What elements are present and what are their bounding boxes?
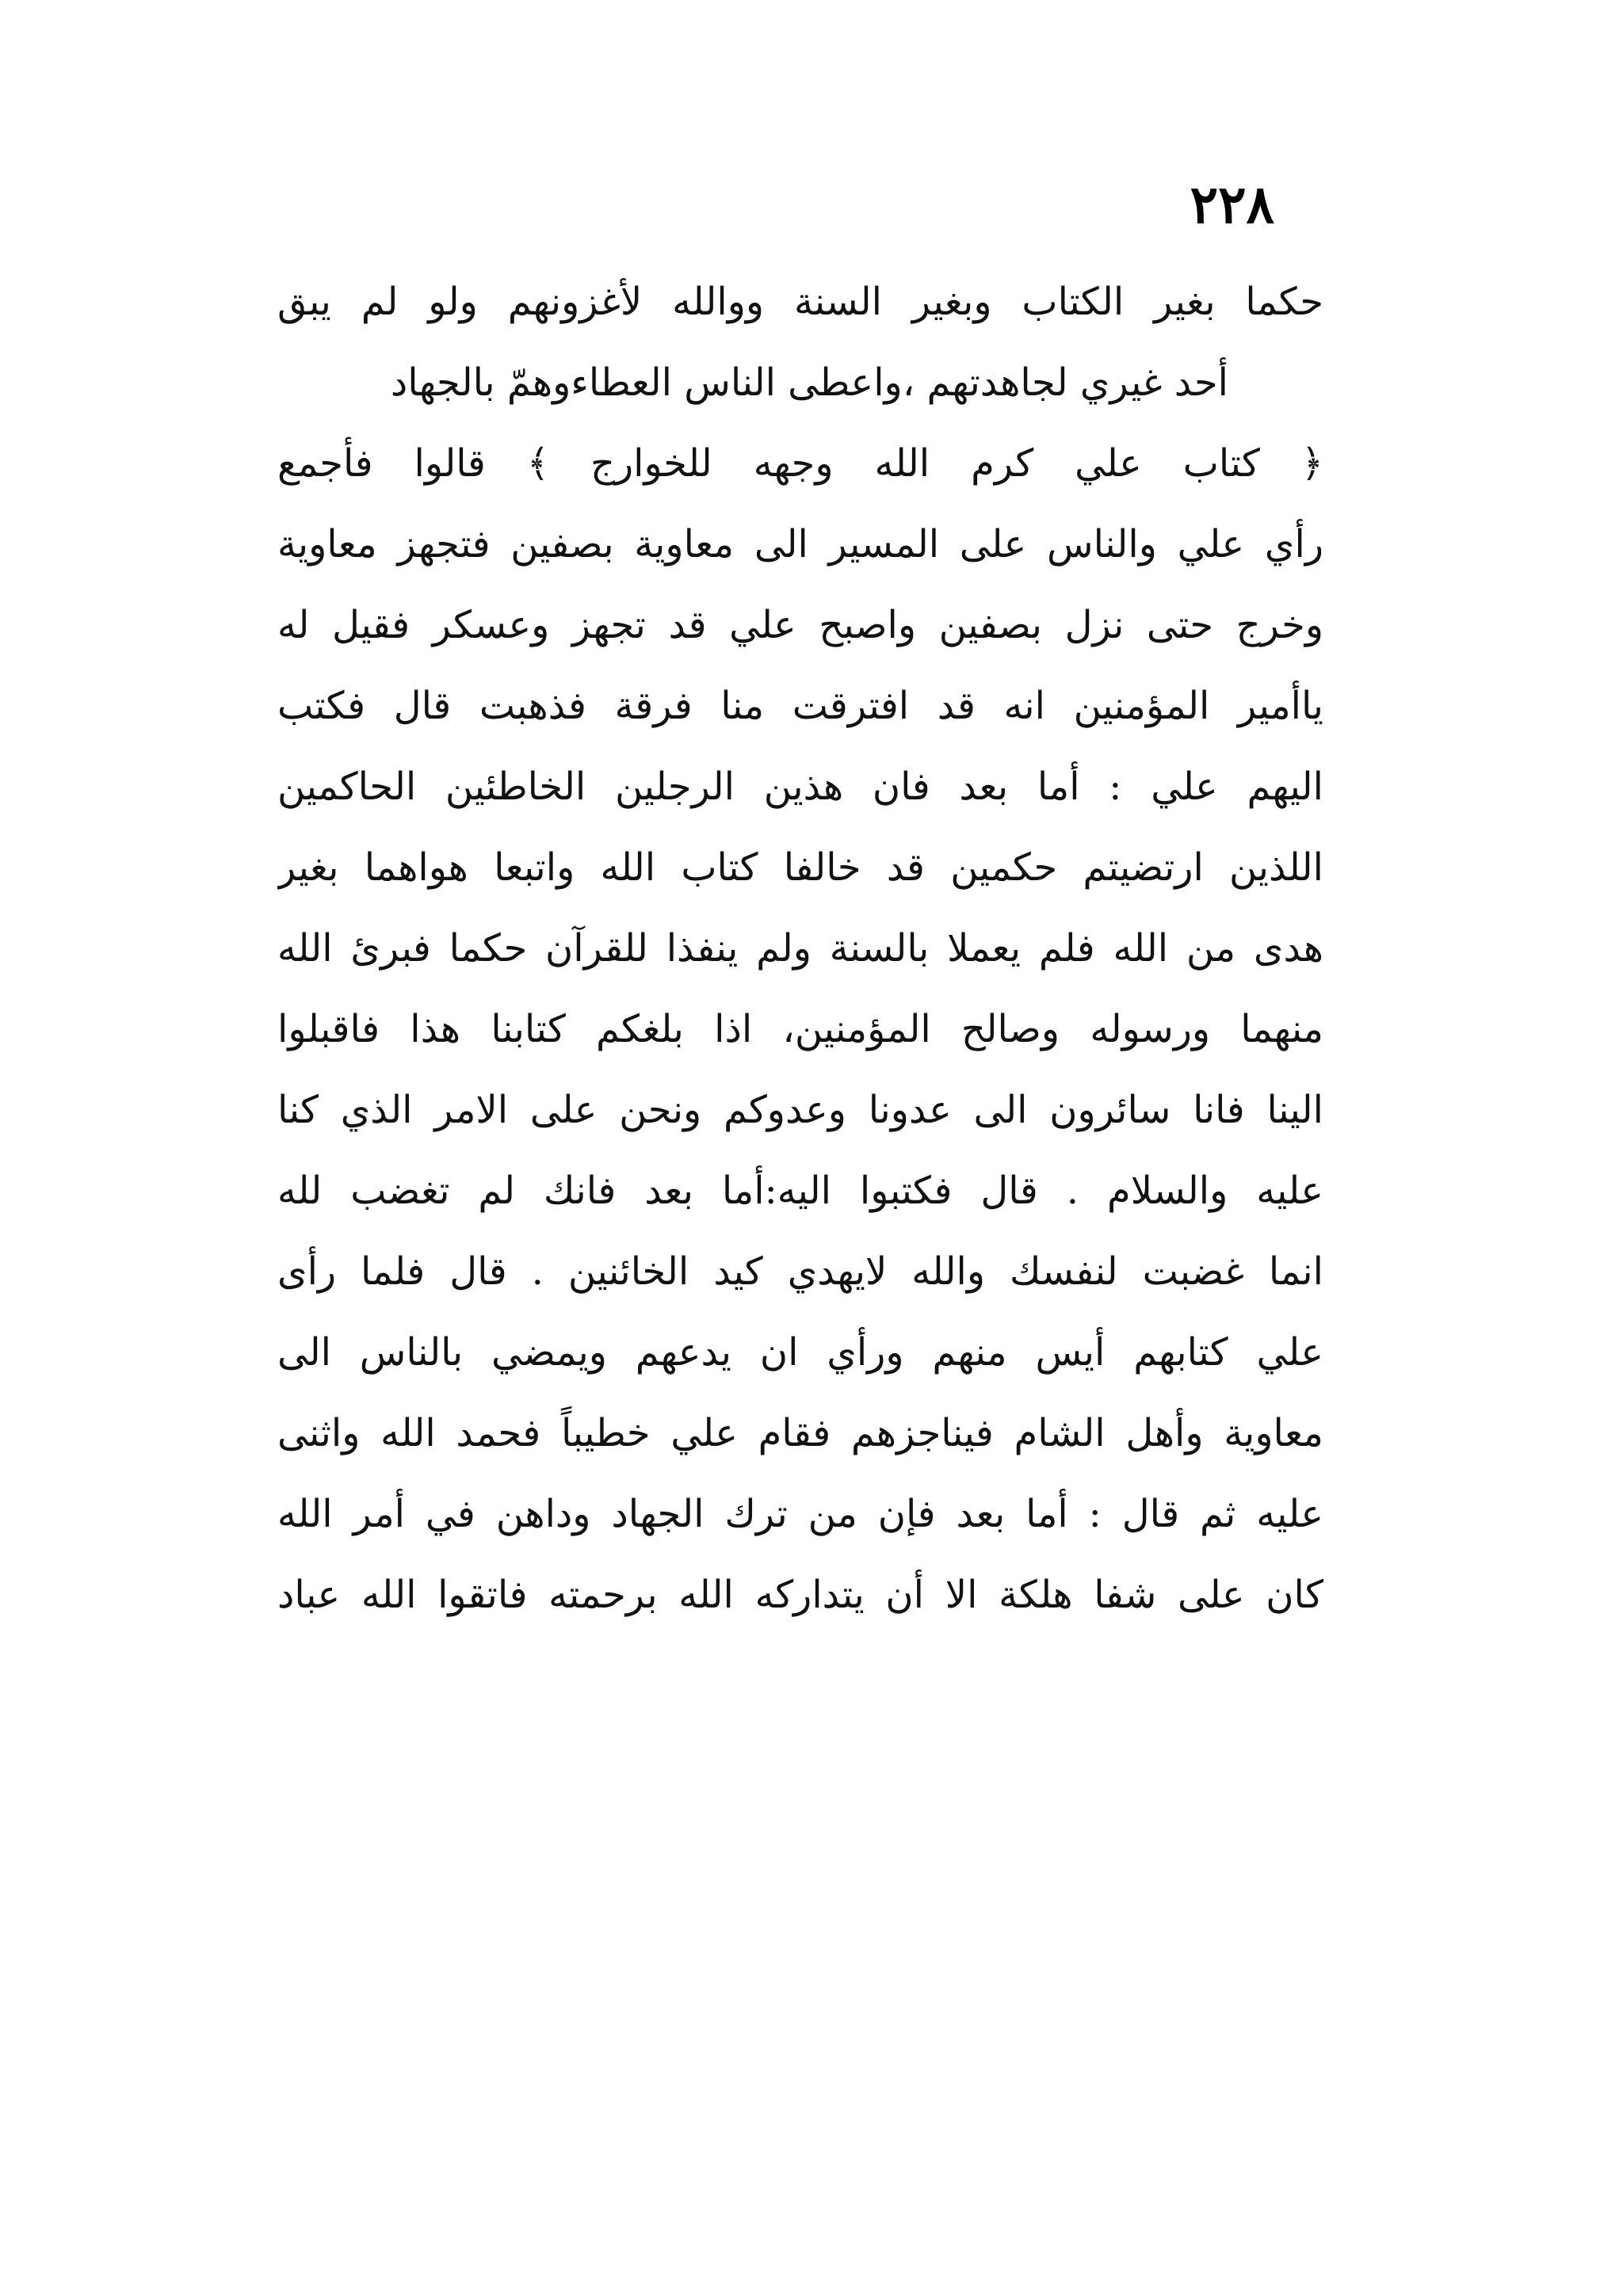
page-number: ٢٢٨	[1190, 174, 1274, 235]
text-line: اللذين ارتضيتم حكمين قد خالفا كتاب الله واتبعا هواهما بغير	[277, 845, 1323, 890]
text-line: ياأمير المؤمنين انه قد افترقت منا فرقة فذهبت قال فكتب	[277, 684, 1323, 728]
text-line: هدى من الله فلم يعملا بالسنة ولم ينفذا للقرآن حكما فبرئ الله	[277, 926, 1323, 971]
text-line: معاوية وأهل الشام فيناجزهم فقام علي خطيباً فحمد الله واثنى	[277, 1411, 1323, 1455]
text-line: الينا فانا سائرون الى عدونا وعدوكم ونحن على الامر الذي كنا	[277, 1088, 1323, 1132]
text-line: رأي علي والناس على المسير الى معاوية بصفين فتجهز معاوية	[277, 522, 1323, 566]
text-line: عليه ثم قال : أما بعد فإن من ترك الجهاد وداهن في أمر الله	[277, 1492, 1323, 1536]
text-line: منهما ورسوله وصالح المؤمنين، اذا بلغكم كتابنا هذا فاقبلوا	[277, 1007, 1323, 1051]
body-text	[277, 261, 1323, 1635]
text-line: وخرج حتى نزل بصفين واصبح علي قد تجهز وعسكر فقيل له	[277, 603, 1323, 647]
text-line: عليه والسلام . قال فكتبوا اليه:أما بعد فانك لم تغضب لله	[277, 1169, 1323, 1213]
text-line: أحد غيري لجاهدتهم ،واعطى الناس العطاءوهمّ بالجهاد	[390, 360, 1228, 405]
text-line: حكما بغير الكتاب وبغير السنة ووالله لأغزونهم ولو لم يبق	[277, 280, 1323, 324]
text-line: علي كتابهم أيس منهم ورأي ان يدعهم ويمضي بالناس الى	[277, 1330, 1323, 1375]
text-line: انما غضبت لنفسك والله لايهدي كيد الخائنين . قال فلما رأى	[277, 1249, 1323, 1294]
section-heading-line: ﴿ كتاب علي كرم الله وجهه للخوارج ﴾ قالوا فأجمع	[277, 441, 1323, 486]
text-line: اليهم علي : أما بعد فان هذين الرجلين الخاطئين الحاكمين	[277, 765, 1323, 809]
text-line: كان على شفا هلكة الا أن يتداركه الله برحمته فاتقوا الله عباد	[277, 1573, 1323, 1617]
